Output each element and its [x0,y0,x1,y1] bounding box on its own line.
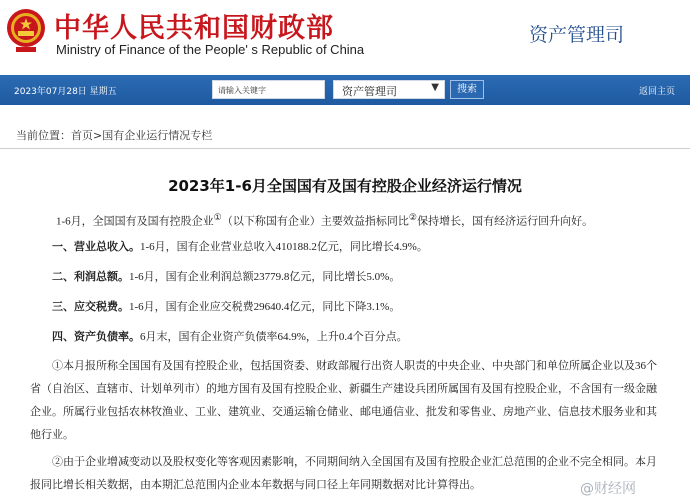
breadcrumb-prefix: 当前位置： [16,129,71,142]
lead-text-c: 保持增长，国有经济运行回升向好。 [417,215,594,228]
indicator-debt-ratio [52,327,408,347]
breadcrumb [16,127,212,143]
indicator-text: 1-6月，国有企业营业总收入410188.2亿元，同比增长4.9%。 [140,241,428,253]
lead-text-a: 1-6月，全国国有及国有控股企业 [56,215,214,228]
indicator-text: 6月末，国有企业资产负债率64.9%，上升0.4个百分点。 [140,331,408,343]
department-name: 资产管理司 [529,24,625,46]
indicator-profit [52,267,400,287]
footnote-mark-1: ① [213,212,222,222]
department-select[interactable] [333,80,445,99]
indicator-label: 四、资产负债率。 [52,330,140,343]
site-title-cn[interactable]: 中华人民共和国财政部 [54,13,334,44]
indicator-label: 三、应交税费。 [52,300,129,313]
search-input[interactable]: 请输入关键字 [212,80,325,99]
breadcrumb-separator: > [93,129,103,142]
breadcrumb-current-link[interactable]: 国有企业运行情况专栏 [102,129,213,142]
divider [0,148,690,149]
article-title: 2023年1-6月全国国有及国有控股企业经济运行情况 [168,177,522,195]
national-emblem-icon [6,6,46,54]
lead-paragraph [56,207,593,232]
indicator-text: 1-6月，国有企业利润总额23779.8亿元，同比增长5.0%。 [129,271,401,283]
back-home-link[interactable]: 返回主页 [639,87,676,97]
indicator-revenue [52,237,428,257]
select-value: 资产管理司 [342,85,397,98]
indicator-label: 二、利润总额。 [52,270,129,283]
lead-text-b: （以下称国有企业）主要效益指标同比 [221,215,409,228]
indicator-label: 一、营业总收入。 [52,240,140,253]
search-button[interactable]: 搜索 [450,80,484,99]
footnote-2: ②由于企业增减变动以及股权变化等客观因素影响，不同期间纳入全国国有及国有控股企业汇总范围的企业不完全相同。本月报同比增长相关数据，由本期汇总范围内企业本年数据与同口径上年同期数据对比计算得出。 [30,456,657,491]
footnote-1: ①本月报所称全国国有及国有控股企业，包括国资委、财政部履行出资人职责的中央企业、中央部门和单位所属企业以及36个省（自治区、直辖市、计划单列市）的地方国有及国有控股企业、新疆生产建设兵团所属国有及国有控股企业，不含国有一级金融企业。所属行业包括农林牧渔业、工业、建筑业、交通运输仓储业、邮电通信业、批发和零售业、房地产业、信息技术服务业和其他行业。 [30,360,657,441]
indicator-tax [52,297,400,317]
current-date: 2023年07月28日 星期五 [14,87,117,97]
breadcrumb-home-link[interactable]: 首页 [71,129,93,142]
chevron-down-icon: ▼ [431,82,439,93]
indicator-text: 1-6月，国有企业应交税费29640.4亿元，同比下降3.1%。 [129,301,401,313]
nav-bar [0,75,690,105]
site-header [0,0,690,75]
site-title-en: Ministry of Finance of the People' s Republic of China [56,42,365,57]
footnote-mark-2: ② [408,212,418,222]
watermark: @财经网 [580,481,636,497]
